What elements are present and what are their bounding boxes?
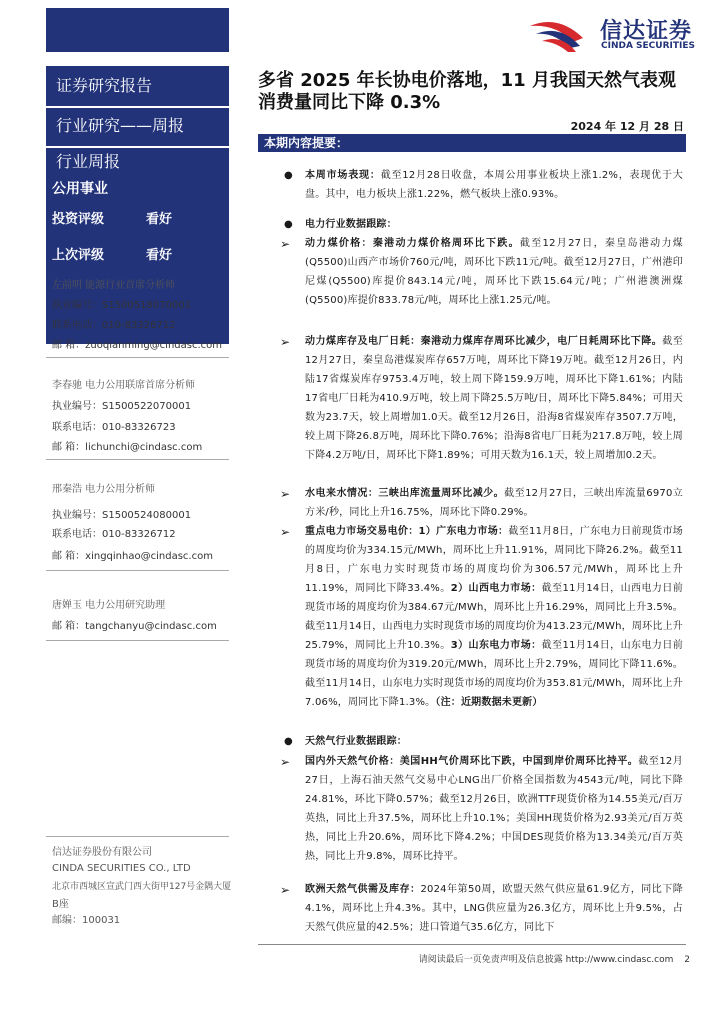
paragraph-power-heading xyxy=(305,215,683,234)
paragraph-gas-heading xyxy=(305,732,683,751)
paragraph-hydro xyxy=(305,484,683,522)
divider xyxy=(46,836,229,837)
analyst-1-email[interactable]: 邮 箱：zuoqianming@cindasc.com xyxy=(52,340,223,351)
sidebar-subcategory: 行业周报 xyxy=(46,148,229,176)
analyst-2-id: 执业编号：S1500522070001 xyxy=(52,401,192,412)
arrow-bullet-icon: ➢ xyxy=(280,335,291,349)
bullet-dot-icon: ● xyxy=(284,170,293,181)
para-note: （注：近期数据未更新） xyxy=(435,697,543,708)
logo-name-en: CINDA SECURITIES xyxy=(601,41,695,51)
footer-divider xyxy=(258,944,686,945)
rating-value: 看好 xyxy=(146,212,173,227)
divider xyxy=(46,640,229,641)
company-address: 北京市西城区宣武门西大街甲127号金隅大厦 xyxy=(52,882,232,892)
industry-label: 公用事业 xyxy=(52,181,108,197)
sidebar-report-type: 证券研究报告 xyxy=(46,66,229,106)
analyst-1-phone: 联系电话：010-83326712 xyxy=(52,320,176,331)
analyst-2-name: 李春驰 电力公用联席首席分析师 xyxy=(52,380,196,391)
para-heading: 重点电力市场交易电价：1）广东电力市场： xyxy=(305,526,509,537)
analyst-4-name: 唐婵玉 电力公用研究助理 xyxy=(52,600,166,611)
para-heading: 动力煤库存及电厂日耗：秦港动力煤库存周环比减少，电厂日耗周环比下降。 xyxy=(305,336,663,347)
company-address-2: B座 xyxy=(52,899,69,910)
paragraph-gas-price xyxy=(305,752,683,866)
analyst-3-id: 执业编号：S1500524080001 xyxy=(52,510,192,521)
bullet-dot-icon: ● xyxy=(284,736,293,747)
rating-label: 投资评级 xyxy=(52,212,105,227)
report-date: 2024 年 12 月 28 日 xyxy=(570,120,684,133)
sidebar xyxy=(46,66,232,1020)
para-heading: 2）山西电力市场： xyxy=(450,583,542,594)
analyst-2-email[interactable]: 邮 箱：lichunchi@cindasc.com xyxy=(52,442,203,453)
analyst-3-name: 邢秦浩 电力公用分析师 xyxy=(52,484,156,495)
para-heading: 国内外天然气价格：美国HH气价周环比下跌，中国到岸价周环比持平。 xyxy=(305,756,639,767)
logo-name-cn: 信达证券 xyxy=(600,19,693,44)
analyst-3-phone: 联系电话：010-83326712 xyxy=(52,529,176,540)
cinda-logo xyxy=(528,14,708,54)
paragraph-power-market xyxy=(305,522,683,712)
para-heading: 天然气行业数据跟踪： xyxy=(305,736,407,747)
para-text: 截至11月14日，山东电力日前现货市场的周度均价为319.20元/MWh，周环比上升2.79%，周同比下降11.6%。截至11月14日，山东电力实时现货市场的周度均价为353.81元/MWh，周环比上升7.06%，周同比下降1.3%。 xyxy=(305,640,684,708)
paragraph-eu-gas xyxy=(305,880,683,938)
para-text: 2024年第50周，欧盟天然气供应量61.9亿方，同比下降4.1%，周环比上升4.3%。其中，LNG供应量为26.3亿方，周环比上升9.5%，占天然气供应量的42.5%；进口管道气35.6亿方，同比下 xyxy=(305,884,683,933)
company-name-cn: 信达证券股份有限公司 xyxy=(52,847,152,858)
arrow-bullet-icon: ➢ xyxy=(280,883,291,897)
paragraph-coal-price xyxy=(305,234,683,310)
para-heading: 本周市场表现： xyxy=(305,170,381,181)
footer xyxy=(370,952,690,965)
company-name-en: CINDA SECURITIES CO., LTD xyxy=(52,863,191,874)
header-bar xyxy=(46,8,229,52)
para-heading: 水电来水情况：三峡出库流量周环比减少。 xyxy=(305,488,505,499)
paragraph-coal-inventory xyxy=(305,332,683,465)
arrow-bullet-icon: ➢ xyxy=(280,487,291,501)
analyst-1-name: 左前明 能源行业首席分析师 xyxy=(52,280,176,291)
para-text: 截至11月8日，广东电力日前现货市场的周度均价为334.15元/MWh，周环比上升11.91%，周同比下降26.2%。截至11月8日，广东电力实时现货市场的周度均价为306.57元/MWh，周环比上升11.19%，周同比下降33.4%。 xyxy=(305,526,683,594)
para-text: 截至12月27日，秦皇岛港动力煤(Q5500)山西产市场价760元/吨，周环比下跌11元/吨。截至12月27日，广州港印尼煤(Q5500)库提价843.14元/吨，周环比下跌15.64元/吨；广州港澳洲煤(Q5500)库提价833.78元/吨，周环比上涨1.25元/吨。 xyxy=(305,238,683,306)
analyst-2-phone: 联系电话：010-83326723 xyxy=(52,422,176,433)
prev-rating-value: 看好 xyxy=(146,248,173,263)
divider xyxy=(46,357,229,358)
arrow-bullet-icon: ➢ xyxy=(280,237,291,251)
para-text: 截至12月27日，秦皇岛港煤炭库存657万吨，周环比下降19万吨。截至12月26日，内陆17省煤炭库存9753.4万吨，较上周下降159.9万吨，周环比下降1.61%；内陆17省电厂日耗为410.9万吨，较上周下降25.5万吨/日，周环比下降5.84%；可用天数为23.7天，较上周增加1.0天。截至12月26日，沿海8省煤炭库存3507.7万吨，较上周下降26.8万吨，周环比下降0.76%；沿海8省电厂日耗为217.8万吨，较上周下降4.2万吨/日，周环比下降1.89%；可用天数为16.1天，较上周增加0.2天。 xyxy=(305,336,683,461)
divider xyxy=(46,570,229,571)
page-number: 2 xyxy=(684,955,690,965)
arrow-bullet-icon: ➢ xyxy=(280,525,291,539)
footer-disclaimer-link[interactable]: 请阅读最后一页免责声明及信息披露 http://www.cindasc.com xyxy=(418,955,674,965)
arrow-bullet-icon: ➢ xyxy=(280,755,291,769)
title-line-2: 消费量同比下降 0.3% xyxy=(258,92,441,113)
title-line-1: 多省 2025 年长协电价落地，11 月我国天然气表观 xyxy=(258,70,676,91)
company-zip: 邮编：100031 xyxy=(52,915,121,926)
sidebar-category: 行业研究——周报 xyxy=(46,108,229,146)
paragraph-market xyxy=(305,166,683,204)
divider xyxy=(46,459,229,460)
para-text: 截至12月27日，上海石油天然气交易中心LNG出厂价格全国指数为4543元/吨，同比下降24.81%，环比下降0.57%；截至12月26日，欧洲TTF现货价格为14.55美元/百万英热，同比上升37.5%，周环比上升10.1%；美国HH现货价格为2.93美元/百万英热，同比上升20.6%，周环比下降4.2%；中国DES现货价格为13.34美元/百万英热，同比上升9.8%，周环比持平。 xyxy=(305,756,683,862)
para-text: 截至12月28日收盘，本周公用事业板块上涨1.2%，表现优于大盘。其中，电力板块上涨1.22%，燃气板块上涨0.93%。 xyxy=(305,170,684,200)
bullet-dot-icon: ● xyxy=(284,219,293,230)
analyst-1-id: 执业编号：S1500518070001 xyxy=(52,300,192,311)
page-title xyxy=(258,70,688,114)
para-heading: 动力煤价格：秦港动力煤价格周环比下跌。 xyxy=(305,238,520,249)
section-header: 本期内容提要： xyxy=(258,134,686,152)
para-heading: 欧洲天然气供需及库存： xyxy=(305,884,421,895)
analyst-4-email[interactable]: 邮 箱：tangchanyu@cindasc.com xyxy=(52,621,217,632)
para-text: 截至11月14日，山西电力日前现货市场的周度均价为384.67元/MWh，周环比上升16.29%，周同比上升3.5%。截至11月14日，山西电力实时现货市场的周度均价为413.23元/MWh，周环比上升25.79%，周同比上升10.3%。 xyxy=(305,583,684,651)
para-heading: 3）山东电力市场： xyxy=(450,640,542,651)
para-text: 截至12月27日，三峡出库流量6970立方米/秒，同比上升16.75%，周环比下降0.29%。 xyxy=(305,488,683,518)
para-heading: 电力行业数据跟踪： xyxy=(305,219,397,230)
analyst-3-email[interactable]: 邮 箱：xingqinhao@cindasc.com xyxy=(52,551,213,562)
prev-rating-label: 上次评级 xyxy=(52,248,105,263)
